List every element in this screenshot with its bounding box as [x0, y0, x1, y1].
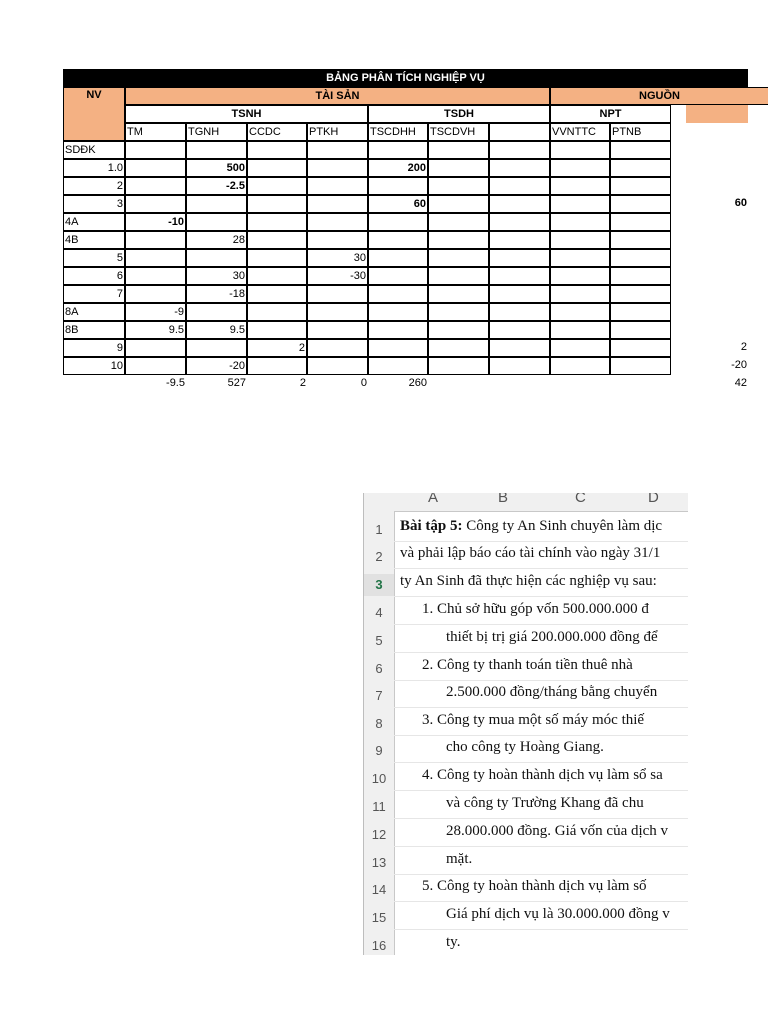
excel-gridline	[394, 652, 688, 653]
excel-column-letter: D	[648, 493, 659, 506]
table-cell: 28	[186, 231, 247, 249]
row-label: 6	[63, 267, 125, 285]
excel-column-letter: B	[498, 493, 509, 506]
row-label: 4B	[63, 231, 125, 249]
header-npt: NPT	[550, 105, 671, 123]
table-cell	[671, 249, 748, 267]
table-cell	[671, 177, 748, 195]
excel-row-number: 13	[371, 855, 387, 870]
table-cell	[550, 195, 610, 213]
table-cell	[125, 195, 186, 213]
excel-line-text: cho công ty Hoàng Giang.	[446, 739, 604, 755]
table-cell	[610, 303, 671, 321]
table-cell	[428, 321, 489, 339]
excel-text-line	[446, 906, 670, 923]
table-cell	[489, 303, 550, 321]
row-label: 8B	[63, 321, 125, 339]
table-cell	[428, 195, 489, 213]
table-cell	[671, 159, 748, 177]
excel-line-text: 1. Chủ sở hữu góp vốn 500.000.000 đ	[422, 601, 649, 617]
row-label: 2	[63, 177, 125, 195]
excel-text-line	[422, 878, 647, 895]
table-cell	[186, 339, 247, 357]
excel-gridline	[394, 846, 688, 847]
total-cell: 42	[734, 377, 747, 389]
table-cell	[307, 321, 368, 339]
excel-line-text: 3. Công ty mua một số máy móc thiế	[422, 712, 645, 728]
table-cell	[247, 231, 307, 249]
table-cell	[186, 303, 247, 321]
excel-gridline	[394, 790, 688, 791]
header-nv: NV	[63, 87, 125, 141]
column-header: TSCDVH	[428, 123, 489, 141]
table-cell	[368, 303, 428, 321]
table-cell	[247, 213, 307, 231]
excel-line-text: Công ty An Sinh chuyên làm dịc	[462, 518, 663, 534]
excel-row-number: 8	[375, 716, 383, 731]
table-cell	[550, 285, 610, 303]
row-label: 5	[63, 249, 125, 267]
table-cell	[307, 285, 368, 303]
table-cell: 200	[368, 159, 428, 177]
table-cell	[550, 321, 610, 339]
table-cell	[610, 321, 671, 339]
table-cell	[186, 195, 247, 213]
excel-gridline	[394, 596, 688, 597]
excel-screenshot	[363, 493, 688, 955]
table-cell	[428, 339, 489, 357]
table-cell: 30	[307, 249, 368, 267]
total-cell: -9.5	[166, 377, 185, 389]
table-cell	[307, 141, 368, 159]
table-cell	[428, 231, 489, 249]
excel-text-line	[446, 684, 657, 701]
row-label: 10	[63, 357, 125, 375]
excel-gridline	[394, 735, 688, 736]
table-cell	[186, 141, 247, 159]
excel-text-line	[446, 851, 472, 868]
table-cell	[186, 213, 247, 231]
table-cell	[489, 195, 550, 213]
excel-column-letter: C	[575, 493, 586, 506]
table-cell	[610, 195, 671, 213]
excel-line-text: 28.000.000 đồng. Giá vốn của dịch v	[446, 823, 669, 839]
table-cell	[671, 285, 748, 303]
total-cell: 2	[299, 377, 306, 389]
table-cell	[489, 159, 550, 177]
excel-row-number: 1	[375, 522, 383, 537]
table-cell	[125, 159, 186, 177]
analysis-table	[63, 69, 768, 399]
table-cell	[368, 231, 428, 249]
table-cell	[125, 177, 186, 195]
excel-row-number: 14	[371, 882, 387, 897]
table-cell	[428, 159, 489, 177]
total-cell	[550, 375, 610, 393]
table-cell	[125, 267, 186, 285]
total-cell	[428, 375, 489, 393]
total-cell	[489, 375, 550, 393]
table-cell	[307, 303, 368, 321]
excel-row-number: 15	[371, 910, 387, 925]
table-cell	[368, 141, 428, 159]
table-cell	[125, 249, 186, 267]
table-cell	[307, 357, 368, 375]
table-cell: 9.5	[186, 321, 247, 339]
excel-line-text: và công ty Trường Khang đã chu	[446, 795, 644, 811]
table-cell	[550, 249, 610, 267]
excel-gridline	[394, 541, 688, 542]
excel-text-line	[446, 934, 460, 951]
table-cell	[368, 177, 428, 195]
row-label: 3	[63, 195, 125, 213]
table-cell	[489, 321, 550, 339]
excel-line-text: 4. Công ty hoàn thành dịch vụ làm sổ sa	[422, 767, 663, 783]
total-cell	[610, 375, 671, 393]
table-cell	[428, 249, 489, 267]
table-cell	[489, 177, 550, 195]
excel-text-line	[446, 823, 668, 840]
table-cell	[489, 141, 550, 159]
excel-row-number: 2	[375, 549, 383, 564]
table-cell	[550, 159, 610, 177]
table-cell	[550, 141, 610, 159]
table-cell	[307, 339, 368, 357]
row-label: SDĐK	[63, 141, 125, 159]
excel-row-number: 10	[371, 771, 387, 786]
table-cell	[307, 213, 368, 231]
excel-text-line	[400, 573, 657, 590]
excel-gridline	[394, 707, 688, 708]
excel-row-number: 16	[371, 938, 387, 953]
table-cell	[550, 303, 610, 321]
table-cell	[125, 285, 186, 303]
table-cell	[671, 213, 748, 231]
table-cell	[247, 249, 307, 267]
excel-text-line	[400, 545, 660, 562]
table-cell	[428, 177, 489, 195]
excel-gridline	[394, 818, 688, 819]
header-peach-extension	[686, 105, 748, 123]
table-cell	[610, 339, 671, 357]
table-cell	[247, 195, 307, 213]
column-header: VVNTTC	[550, 123, 610, 141]
excel-gridline	[394, 901, 688, 902]
table-cell	[368, 213, 428, 231]
table-cell	[489, 267, 550, 285]
table-cell	[186, 249, 247, 267]
table-cell	[610, 159, 671, 177]
excel-column-header	[364, 493, 688, 512]
excel-row-number: 6	[375, 661, 383, 676]
excel-line-text: 2.500.000 đồng/tháng bằng chuyển	[446, 684, 658, 700]
excel-line-text: mặt.	[446, 851, 473, 867]
table-cell	[368, 357, 428, 375]
table-cell	[550, 213, 610, 231]
table-cell	[368, 285, 428, 303]
header-nguon: NGUỒN	[550, 87, 768, 105]
table-cell	[550, 357, 610, 375]
excel-text-line	[422, 767, 663, 784]
table-cell	[125, 339, 186, 357]
excel-gridline	[394, 929, 688, 930]
column-header: TSCDHH	[368, 123, 428, 141]
excel-text-line	[446, 629, 658, 646]
table-cell	[550, 339, 610, 357]
table-cell: 60	[734, 197, 747, 209]
table-cell	[307, 231, 368, 249]
table-cell	[307, 177, 368, 195]
table-cell	[610, 177, 671, 195]
table-cell: -20	[731, 359, 747, 371]
table-cell	[489, 231, 550, 249]
table-cell	[489, 249, 550, 267]
header-tsnh: TSNH	[125, 105, 368, 123]
table-cell	[247, 285, 307, 303]
table-cell	[125, 357, 186, 375]
header-tsdh: TSDH	[368, 105, 550, 123]
table-cell	[428, 357, 489, 375]
table-cell	[610, 231, 671, 249]
table-cell: -10	[125, 213, 186, 231]
table-cell	[550, 267, 610, 285]
column-header: CCDC	[247, 123, 307, 141]
row-label: 9	[63, 339, 125, 357]
table-cell: -18	[186, 285, 247, 303]
table-cell: 500	[186, 159, 247, 177]
excel-text-line	[422, 657, 633, 674]
excel-line-text: và phải lập báo cáo tài chính vào ngày 31/1	[400, 545, 661, 561]
table-cell: 2	[247, 339, 307, 357]
table-cell: 30	[186, 267, 247, 285]
excel-line-text: 2. Công ty thanh toán tiền thuê nhà	[422, 657, 633, 673]
excel-gridline	[394, 762, 688, 763]
table-cell	[368, 249, 428, 267]
table-cell	[671, 303, 748, 321]
column-header	[489, 123, 550, 141]
excel-line-text: 5. Công ty hoàn thành dịch vụ làm số	[422, 878, 647, 894]
table-cell	[247, 357, 307, 375]
table-cell	[428, 303, 489, 321]
table-cell	[489, 357, 550, 375]
table-cell	[368, 339, 428, 357]
table-cell: 2	[740, 341, 747, 353]
table-cell: -30	[307, 267, 368, 285]
header-tai-san: TÀI SẢN	[125, 87, 550, 105]
table-cell	[610, 357, 671, 375]
table-cell	[247, 141, 307, 159]
excel-row-number: 7	[375, 688, 383, 703]
excel-gridline	[394, 568, 688, 569]
table-cell	[247, 267, 307, 285]
table-cell	[550, 177, 610, 195]
table-cell	[428, 285, 489, 303]
table-cell	[368, 321, 428, 339]
table-cell	[428, 213, 489, 231]
table-cell	[671, 321, 748, 339]
excel-gridline	[394, 624, 688, 625]
table-cell	[671, 141, 748, 159]
table-cell	[610, 213, 671, 231]
excel-row-numbers	[364, 511, 395, 955]
table-cell	[610, 141, 671, 159]
table-cell	[247, 321, 307, 339]
table-cell: 9.5	[125, 321, 186, 339]
column-header: TGNH	[186, 123, 247, 141]
excel-line-text: ty An Sinh đã thực hiện các nghiệp vụ sau:	[400, 573, 657, 589]
excel-line-text: Giá phí dịch vụ là 30.000.000 đồng v	[446, 906, 670, 922]
table-cell: -9	[125, 303, 186, 321]
table-cell: -20	[186, 357, 247, 375]
column-header: TM	[125, 123, 186, 141]
excel-text-line	[446, 795, 644, 812]
excel-row-number: 4	[375, 605, 383, 620]
table-cell	[247, 159, 307, 177]
excel-row-number: 3	[364, 574, 394, 596]
excel-line-text: ty.	[446, 934, 461, 950]
column-header: PTNB	[610, 123, 671, 141]
table-cell	[368, 267, 428, 285]
row-label: 1.0	[63, 159, 125, 177]
table-cell: 60	[368, 195, 428, 213]
exercise-label: Bài tập 5:	[400, 518, 463, 534]
excel-text-line	[446, 739, 604, 756]
table-cell	[125, 231, 186, 249]
table-cell	[489, 213, 550, 231]
total-cell: 260	[408, 377, 427, 389]
excel-line-text: thiết bị trị giá 200.000.000 đồng để	[446, 629, 658, 645]
excel-gridline	[394, 874, 688, 875]
excel-text-line	[422, 712, 644, 729]
total-cell: 527	[227, 377, 246, 389]
table-cell	[125, 141, 186, 159]
excel-row-number: 12	[371, 827, 387, 842]
table-cell	[428, 267, 489, 285]
total-cell: 0	[360, 377, 367, 389]
table-cell	[489, 339, 550, 357]
excel-gridline	[394, 680, 688, 681]
excel-text-line	[400, 518, 662, 535]
table-cell	[550, 231, 610, 249]
table-cell	[610, 285, 671, 303]
table-cell	[610, 249, 671, 267]
table-cell	[428, 141, 489, 159]
table-cell	[671, 267, 748, 285]
table-cell: -2.5	[186, 177, 247, 195]
excel-column-letter: A	[428, 493, 439, 506]
table-cell	[307, 159, 368, 177]
excel-row-number: 5	[375, 633, 383, 648]
row-label: 4A	[63, 213, 125, 231]
table-title: BẢNG PHÂN TÍCH NGHIỆP VỤ	[63, 69, 748, 87]
column-header: PTKH	[307, 123, 368, 141]
excel-text-line	[422, 601, 649, 618]
row-label: 8A	[63, 303, 125, 321]
row-label: 7	[63, 285, 125, 303]
table-cell	[671, 231, 748, 249]
table-cell	[247, 303, 307, 321]
excel-row-number: 11	[372, 799, 386, 814]
table-cell	[307, 195, 368, 213]
table-cell	[247, 177, 307, 195]
table-cell	[610, 267, 671, 285]
excel-row-number: 9	[375, 743, 383, 758]
table-cell	[489, 285, 550, 303]
